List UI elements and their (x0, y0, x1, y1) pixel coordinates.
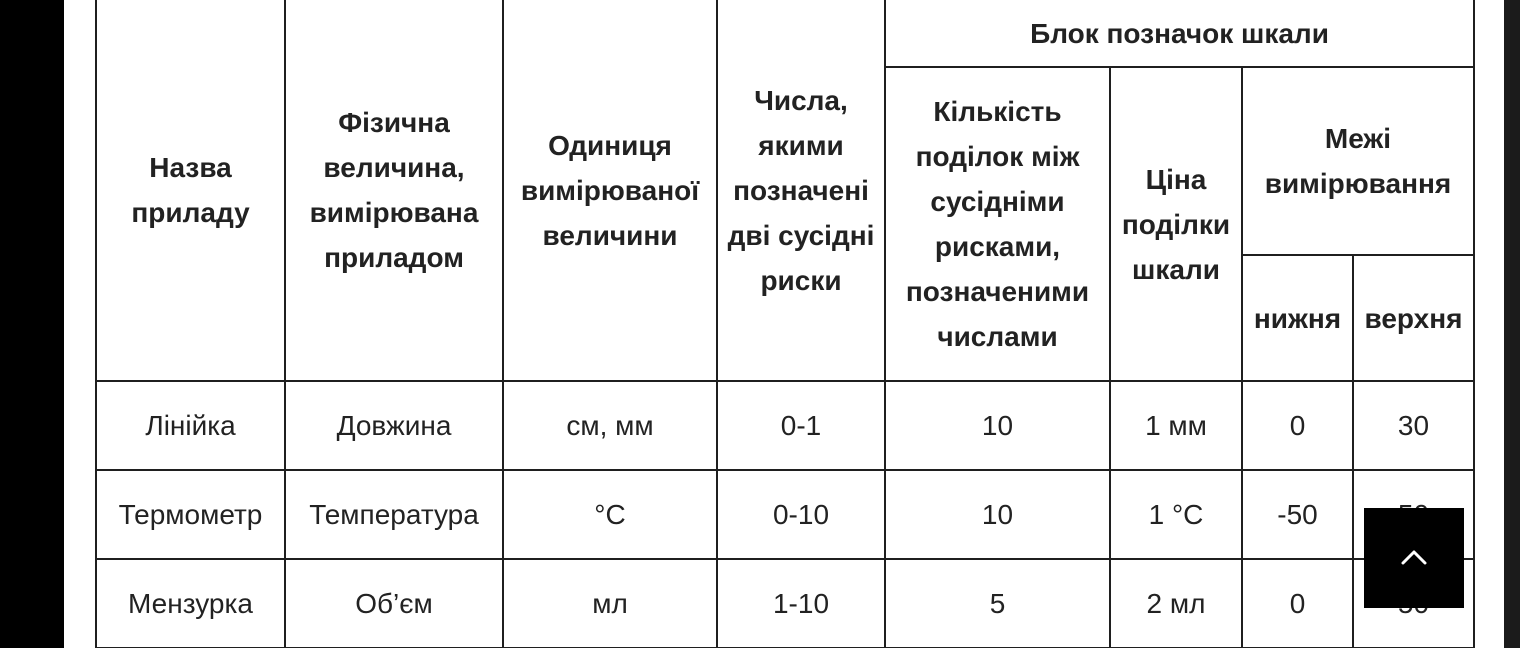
header-upper: верхня (1353, 255, 1474, 381)
cell-unit: °C (503, 470, 717, 559)
cell-unit: см, мм (503, 381, 717, 470)
header-division-value: Ціна поділки шкали (1110, 67, 1242, 381)
table-header (96, 0, 1474, 381)
cell-numbers: 0-10 (717, 470, 885, 559)
cell-division-value: 2 мл (1110, 559, 1242, 648)
header-numbers: Числа, якими позначені дві сусідні риски (717, 0, 885, 381)
cell-numbers: 1-10 (717, 559, 885, 648)
header-unit: Одиниця вимірюваної величини (503, 0, 717, 381)
cell-quantity: Довжина (285, 381, 503, 470)
scrollbar-track[interactable] (1504, 0, 1520, 648)
cell-name: Термометр (96, 470, 285, 559)
cell-numbers: 0-1 (717, 381, 885, 470)
cell-divisions: 10 (885, 470, 1110, 559)
header-quantity: Фізична величина, вимірювана приладом (285, 0, 503, 381)
cell-quantity: Об’єм (285, 559, 503, 648)
cell-unit: мл (503, 559, 717, 648)
header-limits: Межі вимірювання (1242, 67, 1474, 255)
cell-lower: 0 (1242, 559, 1353, 648)
table-row (96, 559, 1474, 648)
header-scale-block: Блок позначок шкали (885, 0, 1474, 67)
cell-division-value: 1 мм (1110, 381, 1242, 470)
scroll-to-top-button[interactable] (1364, 508, 1464, 608)
header-divisions: Кількість поділок між сусідніми рисками, позначеними числами (885, 67, 1110, 381)
cell-lower: 0 (1242, 381, 1353, 470)
cell-name: Мензурка (96, 559, 285, 648)
cell-upper: 30 (1353, 381, 1474, 470)
page-content (64, 0, 1504, 648)
table-row (96, 381, 1474, 470)
cell-divisions: 10 (885, 381, 1110, 470)
cell-division-value: 1 °C (1110, 470, 1242, 559)
cell-lower: -50 (1242, 470, 1353, 559)
table-row (96, 470, 1474, 559)
header-lower: нижня (1242, 255, 1353, 381)
header-name: Назва приладу (96, 0, 285, 381)
cell-name: Лінійка (96, 381, 285, 470)
chevron-up-icon (1399, 543, 1429, 573)
cell-quantity: Температура (285, 470, 503, 559)
cell-divisions: 5 (885, 559, 1110, 648)
scale-table (95, 0, 1475, 648)
